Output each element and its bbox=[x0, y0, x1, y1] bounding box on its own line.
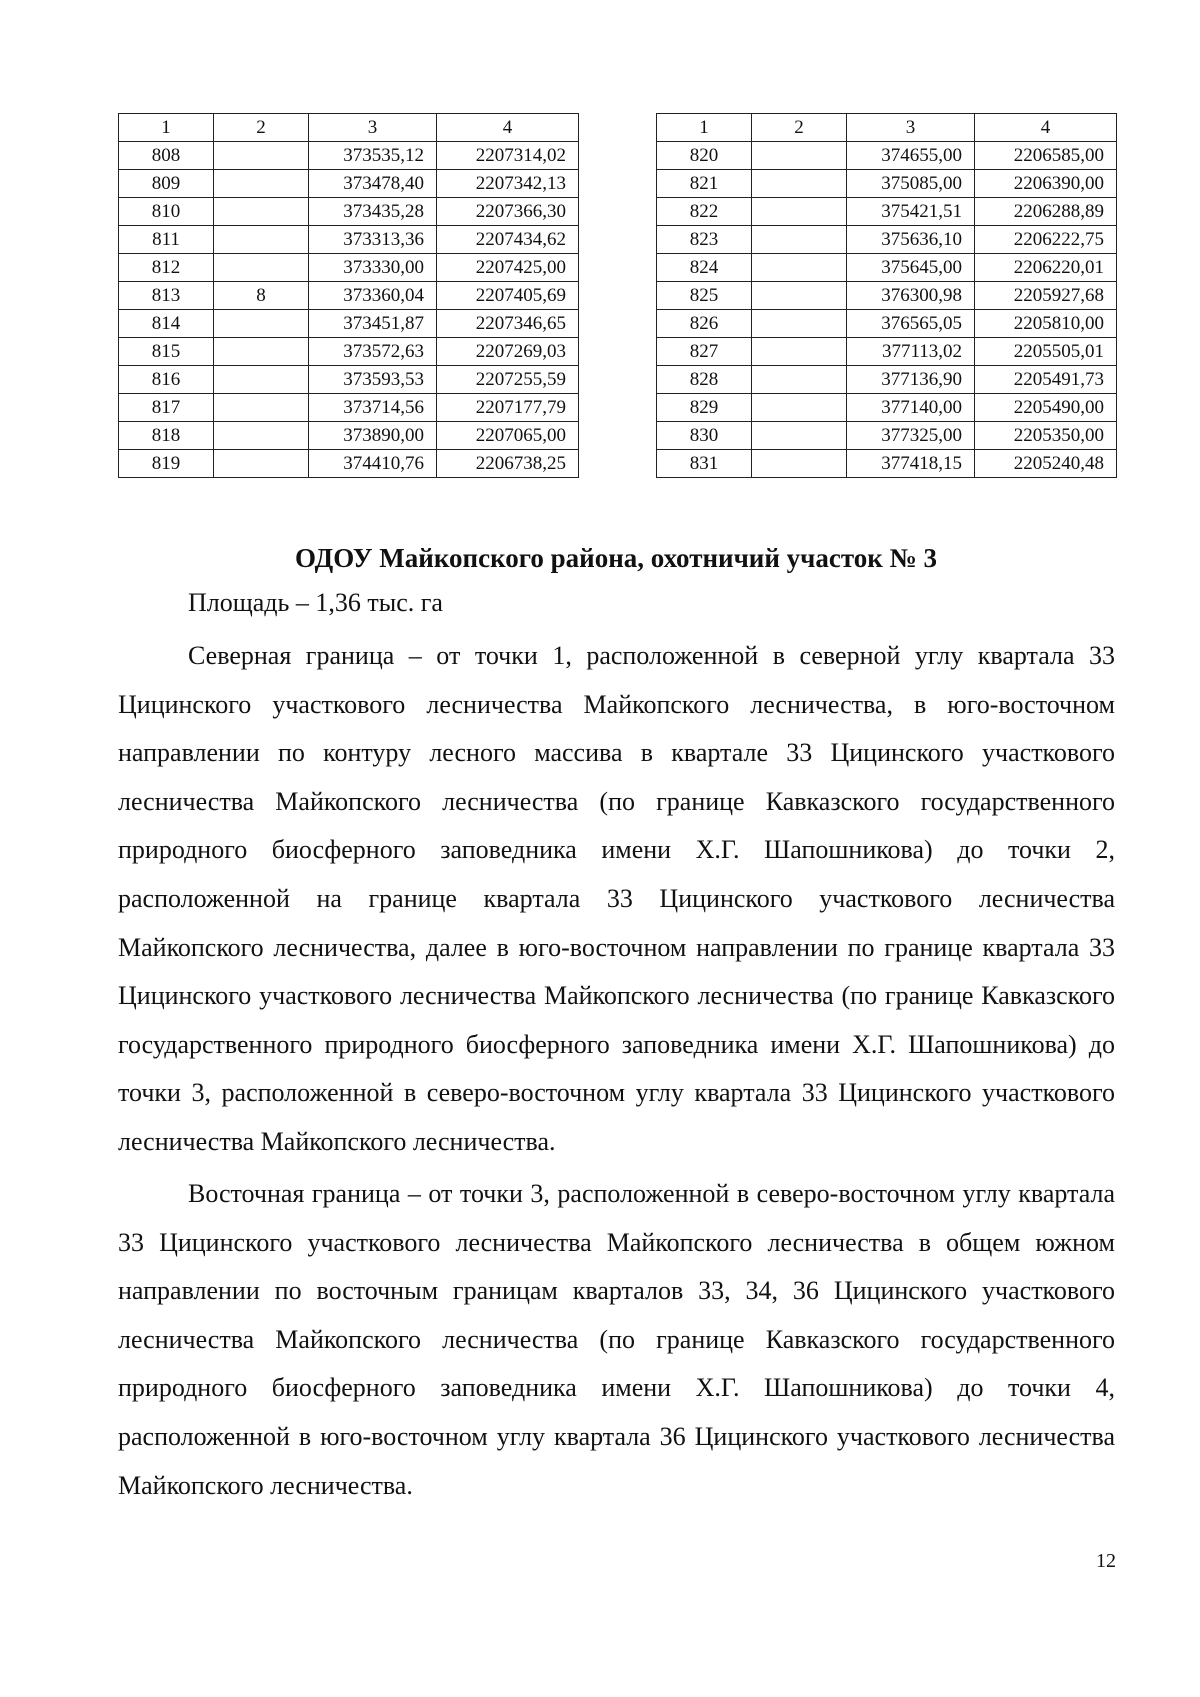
table-cell: 373535,12 bbox=[309, 142, 437, 170]
table-cell: 1 bbox=[119, 114, 214, 142]
table-cell bbox=[214, 226, 309, 254]
table-cell: 2207434,62 bbox=[437, 226, 579, 254]
table-cell: 814 bbox=[119, 310, 214, 338]
table-cell: 373714,56 bbox=[309, 394, 437, 422]
table-cell bbox=[752, 338, 847, 366]
table-cell bbox=[752, 170, 847, 198]
table-cell: 830 bbox=[657, 422, 752, 450]
table-cell bbox=[214, 338, 309, 366]
table-row bbox=[657, 282, 1117, 310]
table-cell bbox=[752, 142, 847, 170]
table-cell: 813 bbox=[119, 282, 214, 310]
table-cell: 373313,36 bbox=[309, 226, 437, 254]
page-number: 12 bbox=[1096, 1550, 1116, 1572]
table-row bbox=[119, 282, 579, 310]
table-cell: 2205240,48 bbox=[975, 450, 1117, 478]
table-cell: 827 bbox=[657, 338, 752, 366]
table-cell bbox=[214, 254, 309, 282]
table-row bbox=[119, 450, 579, 478]
table-row bbox=[119, 422, 579, 450]
table-cell: 809 bbox=[119, 170, 214, 198]
table-cell bbox=[214, 310, 309, 338]
table-cell: 375645,00 bbox=[847, 254, 975, 282]
table-cell bbox=[752, 422, 847, 450]
table-row bbox=[119, 254, 579, 282]
table-cell: 377140,00 bbox=[847, 394, 975, 422]
table-cell: 820 bbox=[657, 142, 752, 170]
table-cell: 2206220,01 bbox=[975, 254, 1117, 282]
table-cell: 2205490,00 bbox=[975, 394, 1117, 422]
table-row bbox=[119, 198, 579, 226]
table-cell: 4 bbox=[975, 114, 1117, 142]
table-cell: 2207065,00 bbox=[437, 422, 579, 450]
table-row bbox=[119, 142, 579, 170]
table-cell bbox=[752, 282, 847, 310]
table-cell: 2207255,59 bbox=[437, 366, 579, 394]
table-cell bbox=[214, 450, 309, 478]
table-cell: 2205350,00 bbox=[975, 422, 1117, 450]
table-row bbox=[657, 226, 1117, 254]
table-cell: 815 bbox=[119, 338, 214, 366]
table-cell: 2207366,30 bbox=[437, 198, 579, 226]
area-line: Площадь – 1,36 тыс. га bbox=[188, 588, 443, 617]
table-header-row bbox=[119, 114, 579, 142]
table-cell: 829 bbox=[657, 394, 752, 422]
table-cell: 2206585,00 bbox=[975, 142, 1117, 170]
table-cell: 376565,05 bbox=[847, 310, 975, 338]
table-row bbox=[657, 338, 1117, 366]
table-cell: 824 bbox=[657, 254, 752, 282]
table-cell: 8 bbox=[214, 282, 309, 310]
table-cell bbox=[214, 170, 309, 198]
table-cell bbox=[752, 366, 847, 394]
table-row bbox=[657, 170, 1117, 198]
table-cell: 373572,63 bbox=[309, 338, 437, 366]
table-cell: 373451,87 bbox=[309, 310, 437, 338]
table-cell: 3 bbox=[847, 114, 975, 142]
table-cell: 377136,90 bbox=[847, 366, 975, 394]
section-heading: ОДОУ Майкопского района, охотничий участок № 3 bbox=[295, 543, 937, 573]
coordinates-table-right-body bbox=[657, 114, 1117, 478]
table-cell: 373360,04 bbox=[309, 282, 437, 310]
table-row bbox=[119, 226, 579, 254]
table-row bbox=[657, 394, 1117, 422]
table-cell bbox=[214, 422, 309, 450]
table-cell: 376300,98 bbox=[847, 282, 975, 310]
east-boundary-paragraph: Восточная граница – от точки 3, расположенной в северо-восточном углу квартала 33 Цицинского участкового лесничества Майкопского лесничества в общем южном направлении по восточным границам кварталов 33, 34, 36 Цицинского участкового лесничества Майкопского лесничества (по границе Кавказского государственного природного биосферного заповедника имени Х.Г. Шапошникова) до точки 4, расположенной в юго-восточном углу квартала 36 Цицинского участкового лесничества Майкопского лесничества. bbox=[118, 1179, 1115, 1500]
table-row bbox=[657, 254, 1117, 282]
table-cell: 373435,28 bbox=[309, 198, 437, 226]
table-cell: 2207342,13 bbox=[437, 170, 579, 198]
table-cell: 828 bbox=[657, 366, 752, 394]
table-cell: 2207177,79 bbox=[437, 394, 579, 422]
table-row bbox=[657, 450, 1117, 478]
table-header-row bbox=[657, 114, 1117, 142]
table-cell: 377113,02 bbox=[847, 338, 975, 366]
coordinates-table-left bbox=[118, 113, 579, 478]
table-cell: 826 bbox=[657, 310, 752, 338]
table-cell: 2207314,02 bbox=[437, 142, 579, 170]
table-cell bbox=[214, 142, 309, 170]
table-cell: 812 bbox=[119, 254, 214, 282]
table-cell bbox=[752, 310, 847, 338]
table-cell: 373478,40 bbox=[309, 170, 437, 198]
table-row bbox=[657, 142, 1117, 170]
table-cell: 823 bbox=[657, 226, 752, 254]
table-cell: 2 bbox=[752, 114, 847, 142]
table-cell: 377325,00 bbox=[847, 422, 975, 450]
table-cell: 2205810,00 bbox=[975, 310, 1117, 338]
table-cell: 821 bbox=[657, 170, 752, 198]
table-cell: 2206288,89 bbox=[975, 198, 1117, 226]
table-cell: 375085,00 bbox=[847, 170, 975, 198]
north-boundary-paragraph: Северная граница – от точки 1, расположенной в северной углу квартала 33 Цицинского участкового лесничества Майкопского лесничества, в юго-восточном направлении по контуру лесного массива в квартале 33 Цицинского участкового лесничества Майкопского лесничества (по границе Кавказского государственного природного биосферного заповедника имени Х.Г. Шапошникова) до точки 2, расположенной на границе квартала 33 Цицинского участкового лесничества Майкопского лесничества, далее в юго-восточном направлении по границе квартала 33 Цицинского участкового лесничества Майкопского лесничества (по границе Кавказского государственного природного биосферного заповедника имени Х.Г. Шапошникова) до точки 3, расположенной в северо-восточном углу квартала 33 Цицинского участкового лесничества Майкопского лесничества. bbox=[118, 641, 1115, 1156]
table-cell bbox=[214, 198, 309, 226]
table-cell bbox=[752, 226, 847, 254]
table-cell: 825 bbox=[657, 282, 752, 310]
table-cell: 831 bbox=[657, 450, 752, 478]
table-row bbox=[119, 170, 579, 198]
table-cell: 2207405,69 bbox=[437, 282, 579, 310]
table-row bbox=[657, 366, 1117, 394]
table-row bbox=[119, 338, 579, 366]
table-cell: 811 bbox=[119, 226, 214, 254]
table-cell: 822 bbox=[657, 198, 752, 226]
table-cell: 2 bbox=[214, 114, 309, 142]
table-cell bbox=[752, 198, 847, 226]
table-cell: 2205505,01 bbox=[975, 338, 1117, 366]
table-cell bbox=[214, 394, 309, 422]
table-cell: 2206390,00 bbox=[975, 170, 1117, 198]
table-row bbox=[657, 198, 1117, 226]
table-cell: 1 bbox=[657, 114, 752, 142]
table-cell: 2207269,03 bbox=[437, 338, 579, 366]
table-cell: 2206222,75 bbox=[975, 226, 1117, 254]
table-cell: 373890,00 bbox=[309, 422, 437, 450]
table-cell: 810 bbox=[119, 198, 214, 226]
table-row bbox=[119, 394, 579, 422]
table-row bbox=[657, 422, 1117, 450]
table-cell: 377418,15 bbox=[847, 450, 975, 478]
table-cell: 4 bbox=[437, 114, 579, 142]
table-cell: 375636,10 bbox=[847, 226, 975, 254]
table-cell: 2207346,65 bbox=[437, 310, 579, 338]
table-cell: 2205927,68 bbox=[975, 282, 1117, 310]
table-row bbox=[119, 366, 579, 394]
table-cell bbox=[752, 254, 847, 282]
table-row bbox=[119, 310, 579, 338]
table-cell: 375421,51 bbox=[847, 198, 975, 226]
table-cell: 2206738,25 bbox=[437, 450, 579, 478]
table-cell: 817 bbox=[119, 394, 214, 422]
table-cell: 3 bbox=[309, 114, 437, 142]
table-row bbox=[657, 310, 1117, 338]
table-cell: 373330,00 bbox=[309, 254, 437, 282]
table-cell: 374655,00 bbox=[847, 142, 975, 170]
table-cell bbox=[752, 450, 847, 478]
table-cell bbox=[214, 366, 309, 394]
table-cell: 819 bbox=[119, 450, 214, 478]
table-cell: 2207425,00 bbox=[437, 254, 579, 282]
table-cell: 818 bbox=[119, 422, 214, 450]
table-cell: 374410,76 bbox=[309, 450, 437, 478]
table-cell: 816 bbox=[119, 366, 214, 394]
table-cell: 373593,53 bbox=[309, 366, 437, 394]
table-cell bbox=[752, 394, 847, 422]
coordinates-table-right bbox=[656, 113, 1117, 478]
table-cell: 808 bbox=[119, 142, 214, 170]
coordinates-table-left-body bbox=[119, 114, 579, 478]
table-cell: 2205491,73 bbox=[975, 366, 1117, 394]
